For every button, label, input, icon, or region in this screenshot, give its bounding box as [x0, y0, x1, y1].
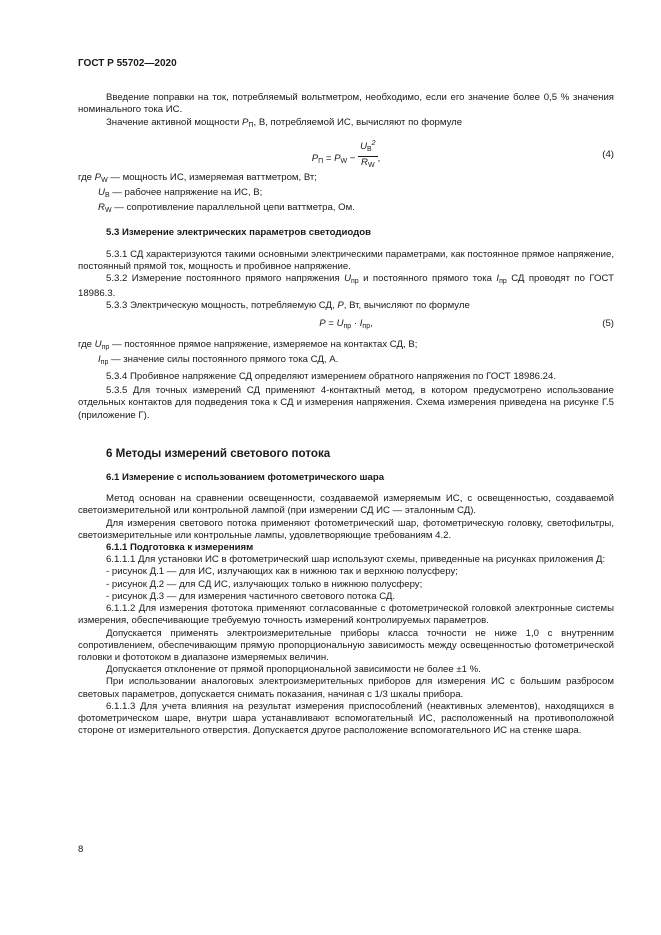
list-item: - рисунок Д.1 — для ИС, излучающих как в нижнюю так и верхнюю полусферу;: [106, 566, 458, 578]
formula-number: (5): [602, 317, 614, 329]
list-item: - рисунок Д.3 — для измерения частичного светового потока СД.: [106, 590, 396, 602]
subsection-heading: 6.1.1 Подготовка к измерениям: [106, 542, 254, 554]
paragraph: 5.3.1 СД характеризуются такими основными электрическими параметрами, как постоянное прямое напряжение, постоянный прямой ток, мощность и пробивное напряжение.: [78, 248, 614, 272]
paragraph: Для измерения светового потока применяют фотометрический шар, фотометрическую головку, светофильтры, светоизмерительные или контрольные лампы, удовлетворяющие требованиям 4.2.: [78, 517, 614, 541]
formula-4: $P_П = P_W$ − $\frac{U_В^2}{R_W}$ , (4): [311, 139, 614, 169]
paragraph: Метод основан на сравнении освещенности, создаваемой измеряемым ИС, с освещенностью, создаваемой светоизмерительной или контрольной лампой (при измерении СД ИС — эталонным СД).: [78, 493, 614, 517]
paragraph: Значение активной мощности $P_П$, В, потребляемой ИС, вычисляют по формуле: [106, 116, 463, 129]
where-line: $U_В$ — рабочее напряжение на ИС, В;: [98, 187, 263, 200]
paragraph: 6.1.1.2 Для измерения фототока применяют согласованные с фотометрической головкой электронные системы измерения, обеспечивающие требуемую точность измерений контролируемых параметров.: [78, 603, 614, 627]
paragraph: 6.1.1.3 Для учета влияния на результат измерения приспособлений (неактивных элементов), находящихся в фотометрическом шаре, внутри шара устанавливают вспомогательный ИС, расположенный на противоположной стороне от измерительного отверстия. Допускается другое расположение вспомогательного ИС на стенке шара.: [78, 700, 614, 737]
section-heading: 6.1 Измерение с использованием фотометрического шара: [106, 472, 385, 484]
chapter-heading: 6 Методы измерений светового потока: [106, 446, 331, 460]
where-line: где $U_{пр}$ — постоянное прямое напряжение, измеряемое на контактах СД, В;: [78, 338, 418, 351]
document-page: [78, 58, 614, 737]
section-heading: 5.3 Измерение электрических параметров светодиодов: [106, 227, 371, 239]
where-line: $R_W$ — сопротивление параллельной цепи ваттметра, Ом.: [98, 202, 355, 215]
paragraph: 5.3.2 Измерение постоянного прямого напряжения $U_{пр}$ и постоянного прямого тока $I_{пр}$ СД проводят по ГОСТ 18986.3.: [78, 273, 614, 300]
document-header: ГОСТ Р 55702—2020: [78, 58, 177, 69]
where-line: где $P_W$ — мощность ИС, измеряемая ваттметром, Вт;: [78, 171, 317, 184]
paragraph: Допускается отклонение от прямой пропорциональной зависимости не более ±1 %.: [106, 664, 481, 676]
formula-number: (4): [602, 148, 614, 160]
paragraph: Введение поправки на ток, потребляемый вольтметром, необходимо, если его значение более 0,5 % значения номинального тока ИС.: [78, 92, 614, 116]
list-item: - рисунок Д.2 — для СД ИС, излучающих только в нижнюю полусферу;: [106, 578, 423, 590]
paragraph: Допускается применять электроизмерительные приборы класса точности не ниже 1,0 с внутренним сопротивлением, обеспечивающим прямую пропорциональную зависимость между освещенностью фотометрической головки и фототоком в диапазоне измеряемых величин.: [78, 627, 614, 663]
paragraph: 5.3.3 Электрическую мощность, потребляемую СД, P, Вт, вычисляют по формуле: [106, 300, 470, 312]
paragraph: 6.1.1.1 Для установки ИС в фотометрический шар используют схемы, приведенные на рисунках приложения Д:: [106, 554, 605, 566]
where-line: $I_{пр}$ — значение силы постоянного прямого тока СД, А.: [98, 353, 339, 366]
paragraph: 5.3.4 Пробивное напряжение СД определяют измерением обратного напряжения по ГОСТ 18986.24.: [106, 371, 557, 383]
paragraph: При использовании аналоговых электроизмерительных приборов для измерения ИС с большим разбросом световых параметров, допускается снимать показания, начиная с 1/3 шкалы прибора.: [78, 676, 614, 700]
page-number: 8: [78, 844, 84, 855]
paragraph: 5.3.5 Для точных измерений СД применяют 4-контактный метод, в котором предусмотрено использование отдельных контактов для подведения тока к СД и измерения напряжения. Схема измерения приведена на рисунке Г.5 (приложение Г).: [78, 385, 614, 421]
formula-5: $P = U_{пр} \cdot I_{пр}$, (5): [319, 317, 614, 330]
